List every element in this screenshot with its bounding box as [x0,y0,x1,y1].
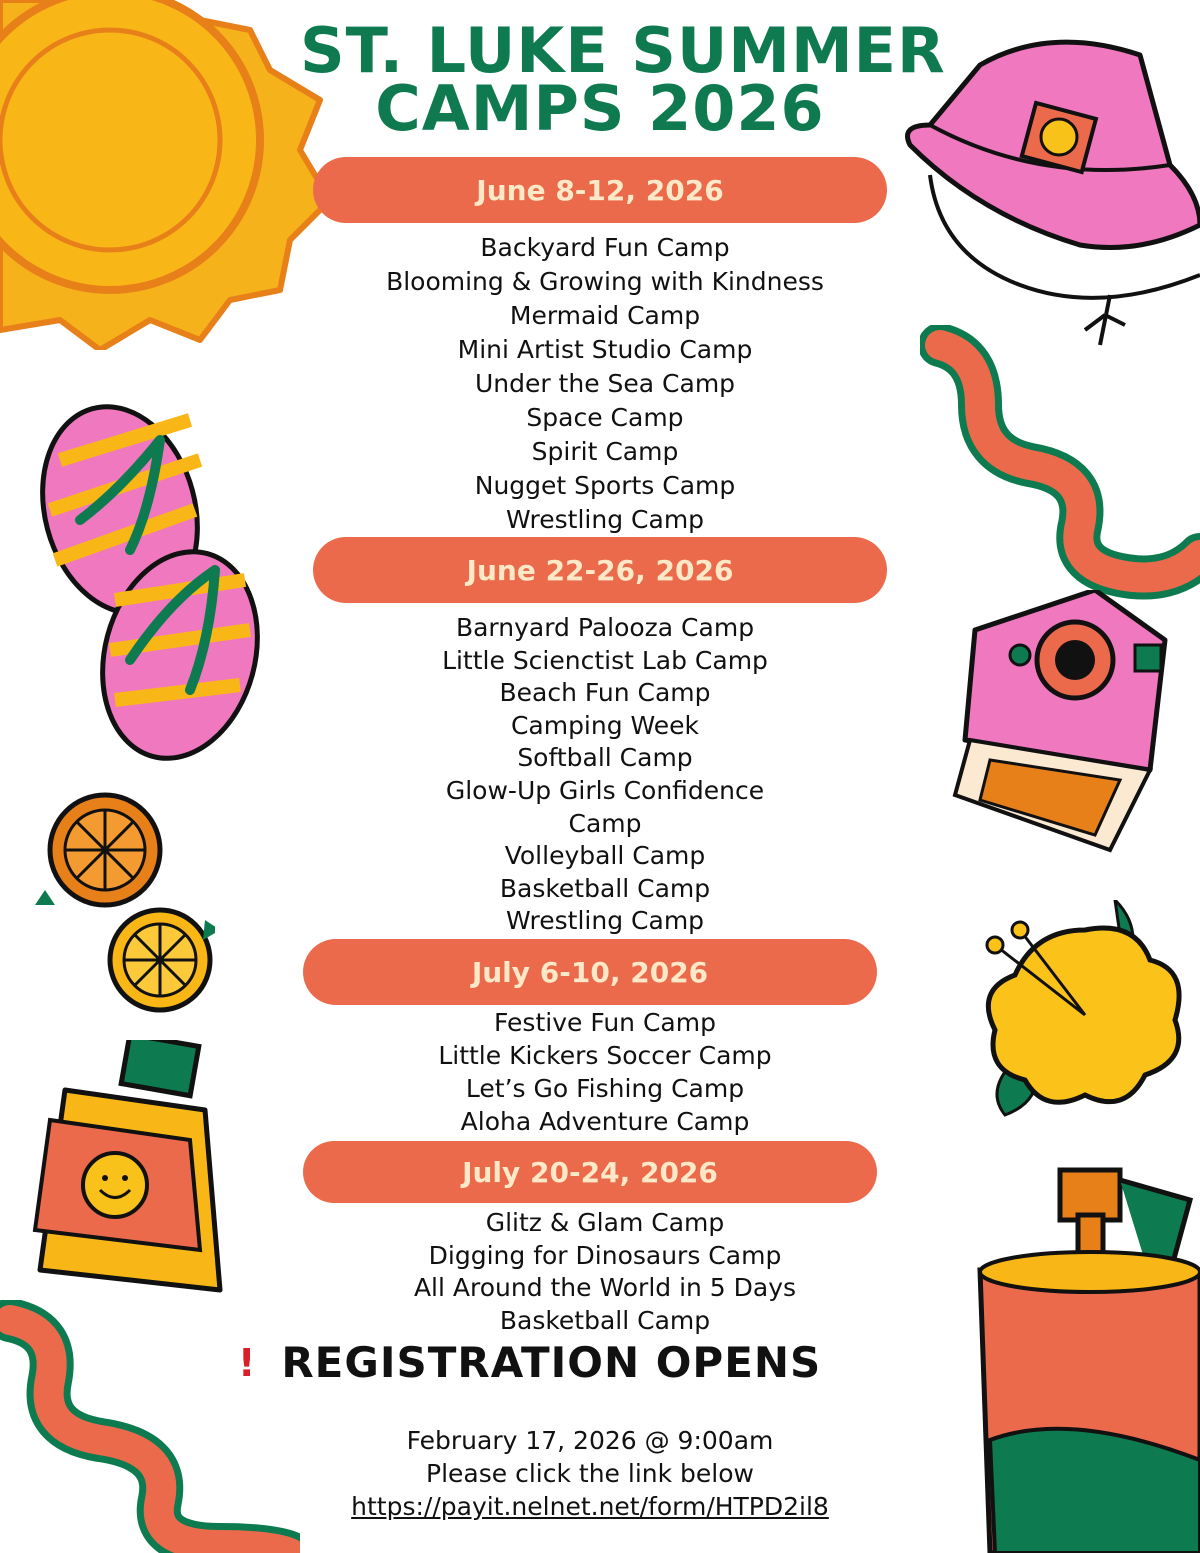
list-item: Mermaid Camp [509,301,701,330]
session-date-banner: June 22-26, 2026 [313,537,887,603]
registration-link[interactable]: https://payit.nelnet.net/form/HTPD2il8 [351,1492,829,1521]
list-item: Basketball Camp [499,873,711,903]
list-item: Digging for Dinosaurs Camp [428,1240,782,1270]
registration-details [300,1424,880,1523]
orange-slices-icon [25,790,215,1020]
session-date-banner: June 8-12, 2026 [313,157,887,223]
list-item: Camp [568,808,642,838]
sunscreen-bottle-icon [15,1040,230,1310]
hibiscus-flower-icon [975,900,1190,1120]
camp-list [300,612,910,938]
list-item: Let’s Go Fishing Camp [465,1074,745,1103]
title-line-1: ST. LUKE SUMMER [300,14,946,87]
list-item: Spirit Camp [531,437,679,466]
camp-list [300,231,910,537]
list-item: Basketball Camp [499,1305,711,1335]
title-line-2: CAMPS 2026 [375,72,825,145]
list-item: Backyard Fun Camp [480,233,730,262]
camp-list [300,1006,910,1138]
list-item: Mini Artist Studio Camp [457,335,753,364]
flip-flops-icon [20,400,270,770]
list-item: Blooming & Growing with Kindness [386,267,824,296]
list-item: Barnyard Palooza Camp [455,613,755,642]
list-item: Camping Week [510,710,700,740]
registration-title: REGISTRATION OPENS [281,1338,822,1387]
list-item: Space Camp [526,403,684,432]
list-item: Glitz & Glam Camp [485,1208,725,1237]
list-item: Aloha Adventure Camp [460,1107,750,1136]
list-item: All Around the World in 5 Days [413,1273,797,1302]
list-item: Softball Camp [517,743,693,773]
list-item: Little Scienctist Lab Camp [442,645,768,675]
page-title [300,14,946,145]
registration-heading [238,1338,978,1387]
instant-camera-icon [935,590,1190,860]
list-item: Glow-Up Girls Confidence [445,775,765,805]
session-date-banner: July 6-10, 2026 [303,939,877,1005]
list-item: Under the Sea Camp [474,369,736,398]
registration-date: February 17, 2026 @ 9:00am [406,1426,774,1455]
sand-bucket-icon [950,1160,1200,1553]
list-item: Nugget Sports Camp [474,471,736,500]
sun-icon [0,0,340,350]
list-item: Wrestling Camp [505,505,705,534]
list-item: Wrestling Camp [505,906,705,936]
list-item: Volleyball Camp [504,841,706,871]
wavy-ribbon-icon [920,325,1200,605]
list-item: Festive Fun Camp [494,1008,716,1037]
list-item: Little Kickers Soccer Camp [438,1041,772,1070]
registration-instruction: Please click the link below [426,1459,754,1488]
session-date-banner: July 20-24, 2026 [303,1141,877,1203]
list-item: Beach Fun Camp [499,678,711,708]
camp-list [300,1207,910,1337]
exclamation-icon: ! [238,1340,256,1385]
